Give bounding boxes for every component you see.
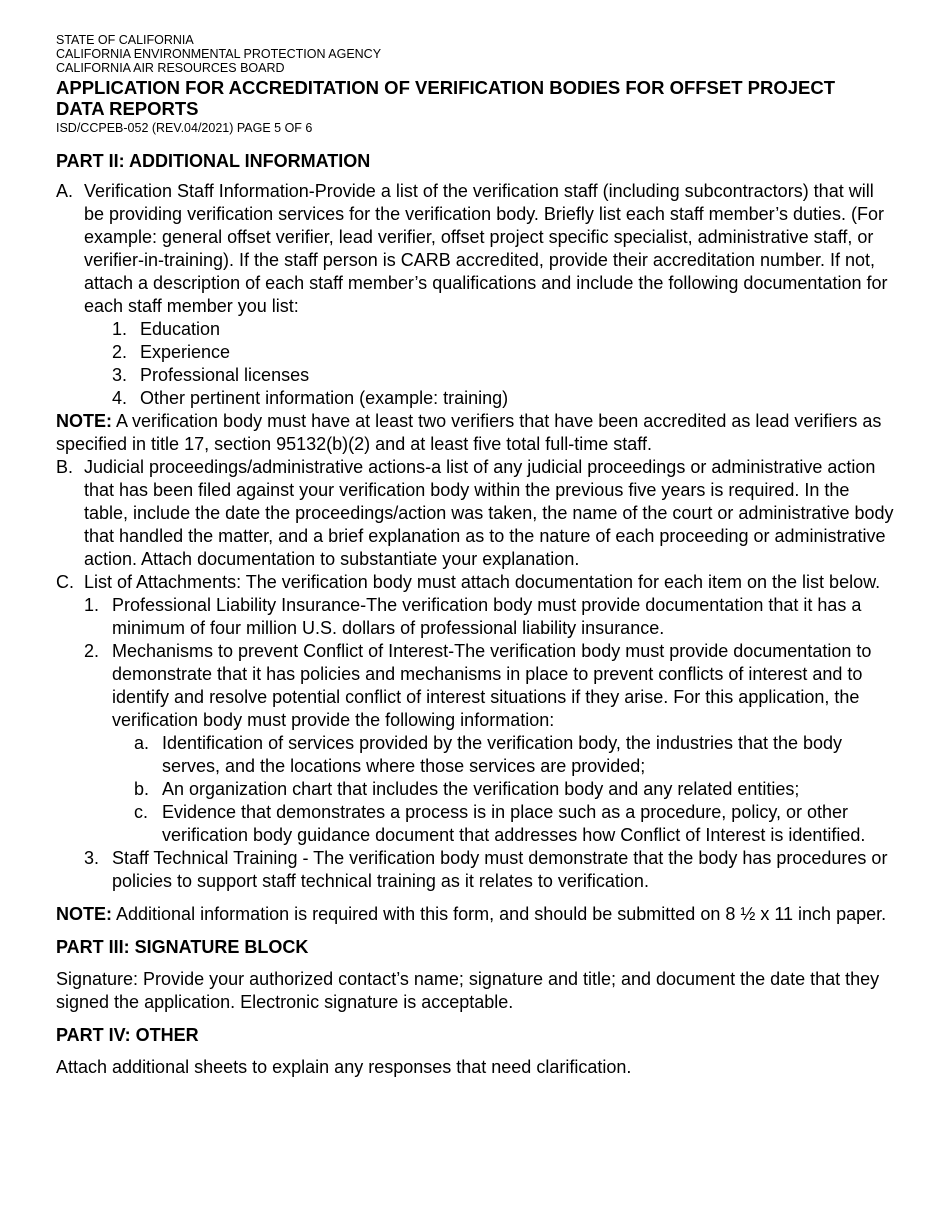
part-4-text: Attach additional sheets to explain any responses that need clarification. [56, 1057, 632, 1077]
list-item-label: 3. [84, 848, 100, 868]
part-4-section [56, 1024, 896, 1079]
note-text: A verification body must have at least two verifiers that have been accredited as lead verifiers as specified in title 17, section 95132(b)(2) and at least five total full-time staff. [56, 411, 882, 454]
item-b-text: Judicial proceedings/administrative actions-a list of any judicial proceedings or administrative action that has been filed against your verification body within the previous five years is required. In the table, include the date the proceedings/action was taken, the name of the court or administrative body that handled the matter, and a brief explanation as to the nature of each proceeding or administrative action. Attach documentation to substantiate your explanation. [84, 457, 894, 569]
agency-line-carb: CALIFORNIA AIR RESOURCES BOARD [56, 61, 285, 75]
item-c-label: C. [56, 572, 74, 592]
item-c-text: List of Attachments: The verification body must attach documentation for each item on the list below. [84, 572, 881, 592]
part-3-section [56, 936, 896, 1014]
list-item [56, 594, 896, 640]
part-3-heading: PART III: SIGNATURE BLOCK [56, 937, 309, 957]
list-item [56, 387, 896, 410]
part-4-heading: PART IV: OTHER [56, 1025, 199, 1045]
agency-line-state: STATE OF CALIFORNIA [56, 33, 194, 47]
list-item [56, 847, 896, 893]
part-3-text: Signature: Provide your authorized contact’s name; signature and title; and document the date that they signed the application. Electronic signature is acceptable. [56, 969, 880, 1012]
note-staff [56, 410, 896, 456]
list-item-text: Other pertinent information (example: training) [140, 388, 509, 408]
note-label: NOTE: [56, 411, 112, 431]
item-c [56, 571, 896, 594]
item-a [56, 180, 896, 318]
list-item-text: Education [140, 319, 221, 339]
sub-list-item-label: b. [134, 779, 150, 799]
sub-list-item [56, 801, 896, 847]
agency-line-calepa: CALIFORNIA ENVIRONMENTAL PROTECTION AGENCY [56, 47, 382, 61]
sub-list-item-text: Evidence that demonstrates a process is in place such as a procedure, policy, or other verification body guidance document that addresses how Conflict of Interest is identified. [162, 802, 866, 845]
list-item-text: Mechanisms to prevent Conflict of Interest-The verification body must provide documentation to demonstrate that it has policies and mechanisms in place to prevent conflicts of interest and to identify and resolve potential conflict of interest situations if they arise. For this application, the verification body must provide the following information: [112, 641, 872, 730]
part-2-heading: PART II: ADDITIONAL INFORMATION [56, 151, 371, 171]
item-b-label: B. [56, 457, 74, 477]
document-title: APPLICATION FOR ACCREDITATION OF VERIFICATION BODIES FOR OFFSET PROJECT DATA REPORTS [56, 77, 836, 119]
list-item-text: Staff Technical Training - The verification body must demonstrate that the body has procedures or policies to support staff technical training as it relates to verification. [112, 848, 888, 891]
list-item-label: 2. [84, 641, 100, 661]
list-item-text: Professional Liability Insurance-The verification body must provide documentation that it has a minimum of four million U.S. dollars of professional liability insurance. [112, 595, 862, 638]
list-item [56, 341, 896, 364]
sub-list-item [56, 732, 896, 778]
note-label: NOTE: [56, 904, 112, 924]
list-item-label: 1. [84, 595, 100, 615]
note-text: Additional information is required with this form, and should be submitted on 8 ½ x 11 inch paper. [112, 904, 887, 924]
item-a-label: A. [56, 181, 74, 201]
list-item-label: 3. [112, 365, 128, 385]
list-item-text: Professional licenses [140, 365, 310, 385]
sub-list-item [56, 778, 896, 801]
list-item-text: Experience [140, 342, 231, 362]
sub-list-item-text: An organization chart that includes the verification body and any related entities; [162, 779, 800, 799]
document-header [56, 33, 896, 135]
list-item-label: 2. [112, 342, 128, 362]
part-2-section [56, 150, 896, 926]
sub-list-item-label: a. [134, 733, 150, 753]
item-a-text: Verification Staff Information-Provide a list of the verification staff (including subcontractors) that will be providing verification services for the verification body. Briefly list each staff member’s duties. (For example: general offset verifier, lead verifier, offset project specific specialist, administrative staff, or verifier-in-training). If the staff person is CARB accredited, provide their accreditation number. If not, attach a description of each staff member’s qualifications and include the following documentation for each staff member you list: [84, 181, 888, 316]
item-b [56, 456, 896, 571]
document-page [56, 33, 896, 1079]
list-item [56, 364, 896, 387]
note-paper [56, 903, 896, 926]
form-id: ISD/CCPEB-052 (REV.04/2021) PAGE 5 OF 6 [56, 121, 313, 135]
list-item [56, 640, 896, 732]
list-item-label: 4. [112, 388, 128, 408]
sub-list-item-label: c. [134, 802, 149, 822]
list-item-label: 1. [112, 319, 128, 339]
list-item [56, 318, 896, 341]
sub-list-item-text: Identification of services provided by the verification body, the industries that the body serves, and the locations where those services are provided; [162, 733, 843, 776]
